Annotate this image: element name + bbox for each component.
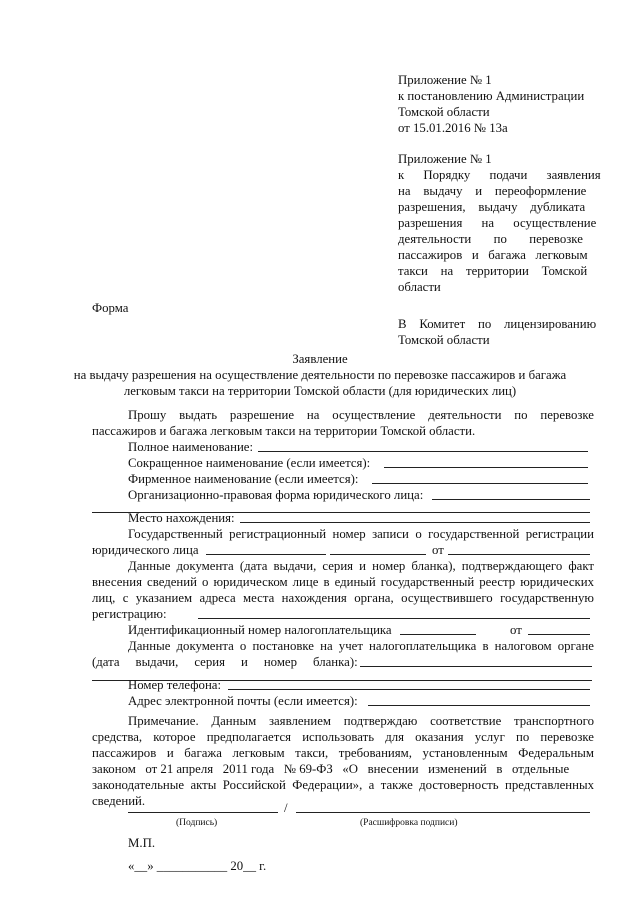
- appendix2-line8: такси на территории Томской: [398, 264, 588, 278]
- doc-line1: Данные документа (дата выдачи, серия и номер бланка), подтверждающего факт: [128, 559, 594, 573]
- note-line3: пассажиров и багажа легковым такси, требованиям, установленным Федеральным: [92, 746, 594, 760]
- full-name-field[interactable]: [258, 451, 588, 452]
- phone-field[interactable]: [228, 689, 590, 690]
- legal-form-label: Организационно-правовая форма юридического лица:: [128, 488, 424, 502]
- inn-field[interactable]: [400, 634, 476, 635]
- ogrn-number-field-2[interactable]: [330, 554, 426, 555]
- legal-form-field[interactable]: [432, 499, 590, 500]
- note-line2: средства, которое предполагается использовать для оказания услуг по перевозке: [92, 730, 594, 744]
- appendix2-line5: разрешения на осуществление: [398, 216, 597, 230]
- appendix1-line3: Томской области: [398, 105, 490, 119]
- appendix2-line1: Приложение № 1: [398, 152, 492, 166]
- location-field[interactable]: [240, 522, 590, 523]
- email-field[interactable]: [368, 705, 590, 706]
- appendix2-line6: деятельности по перевозке: [398, 232, 583, 246]
- appendix2-line4: разрешения, выдачу дубликата: [398, 200, 586, 214]
- addressee-line2: Томской области: [398, 333, 490, 347]
- appendix1-line2: к постановлению Администрации: [398, 89, 585, 103]
- request-line2: пассажиров и багажа легковым такси на территории Томской области.: [92, 424, 476, 438]
- tax-line1: Данные документа о постановке на учет налогоплательщика в налоговом органе: [128, 639, 594, 653]
- full-name-label: Полное наименование:: [128, 440, 254, 454]
- location-label: Место нахождения:: [128, 511, 235, 525]
- addressee-line1: В Комитет по лицензированию: [398, 317, 597, 331]
- tax-doc-field[interactable]: [360, 666, 592, 667]
- short-name-label: Сокращенное наименование (если имеется):: [128, 456, 371, 470]
- note-line1: Примечание. Данным заявлением подтверждаю соответствие транспортного: [128, 714, 594, 728]
- signature-field[interactable]: [128, 812, 278, 813]
- brand-name-label: Фирменное наименование (если имеется):: [128, 472, 359, 486]
- appendix1-line4: от 15.01.2016 № 13а: [398, 121, 508, 135]
- appendix2-line3: на выдачу и переоформление: [398, 184, 587, 198]
- ogrn-from-label: от: [432, 543, 444, 557]
- appendix2-line2: к Порядку подачи заявления: [398, 168, 601, 182]
- appendix2-line7: пассажиров и багажа легковым: [398, 248, 588, 262]
- appendix1-line1: Приложение № 1: [398, 73, 492, 87]
- note-line5: законодательные акты Российской Федерации», а также достоверность представленных: [92, 778, 594, 792]
- email-label: Адрес электронной почты (если имеется):: [128, 694, 358, 708]
- doc-line4: регистрацию:: [92, 607, 167, 621]
- note-line4: законом от 21 апреля 2011 года № 69-ФЗ «О внесении изменений в отдельные: [92, 762, 570, 776]
- signature-decode-caption: (Расшифровка подписи): [360, 818, 458, 828]
- ogrn-date-field[interactable]: [448, 554, 590, 555]
- statement-title: Заявление: [292, 352, 348, 366]
- phone-label: Номер телефона:: [128, 678, 222, 692]
- signature-caption: (Подпись): [176, 818, 218, 828]
- ogrn-line1: Государственный регистрационный номер записи о государственной регистрации: [128, 527, 594, 541]
- doc-line2: внесения сведений о юридическом лице в единый государственный реестр юридических: [92, 575, 594, 589]
- seal-place-label: М.П.: [128, 836, 156, 850]
- date-field[interactable]: «__» ___________ 20__ г.: [128, 859, 267, 873]
- statement-subtitle-line1: на выдачу разрешения на осуществление деятельности по перевозке пассажиров и багажа: [73, 368, 567, 382]
- inn-label: Идентификационный номер налогоплательщика: [128, 623, 392, 637]
- registration-doc-field[interactable]: [198, 618, 590, 619]
- inn-from-label: от: [510, 623, 522, 637]
- doc-line3: лиц, с указанием адреса места нахождения органа, осуществившего государственную: [92, 591, 594, 605]
- note-line6: сведений.: [92, 794, 146, 808]
- short-name-field[interactable]: [384, 467, 588, 468]
- signature-decode-field[interactable]: [296, 812, 590, 813]
- brand-name-field[interactable]: [372, 483, 588, 484]
- ogrn-number-field[interactable]: [206, 554, 326, 555]
- request-line1: Прошу выдать разрешение на осуществление деятельности по перевозке: [128, 408, 594, 422]
- signature-slash: /: [284, 801, 288, 815]
- tax-line2: (дата выдачи, серия и номер бланка):: [92, 655, 358, 669]
- ogrn-line2: юридического лица: [92, 543, 199, 557]
- inn-date-field[interactable]: [528, 634, 590, 635]
- statement-subtitle-line2: легковым такси на территории Томской области (для юридических лиц): [123, 384, 517, 398]
- form-label: Форма: [92, 301, 129, 315]
- appendix2-line9: области: [398, 280, 441, 294]
